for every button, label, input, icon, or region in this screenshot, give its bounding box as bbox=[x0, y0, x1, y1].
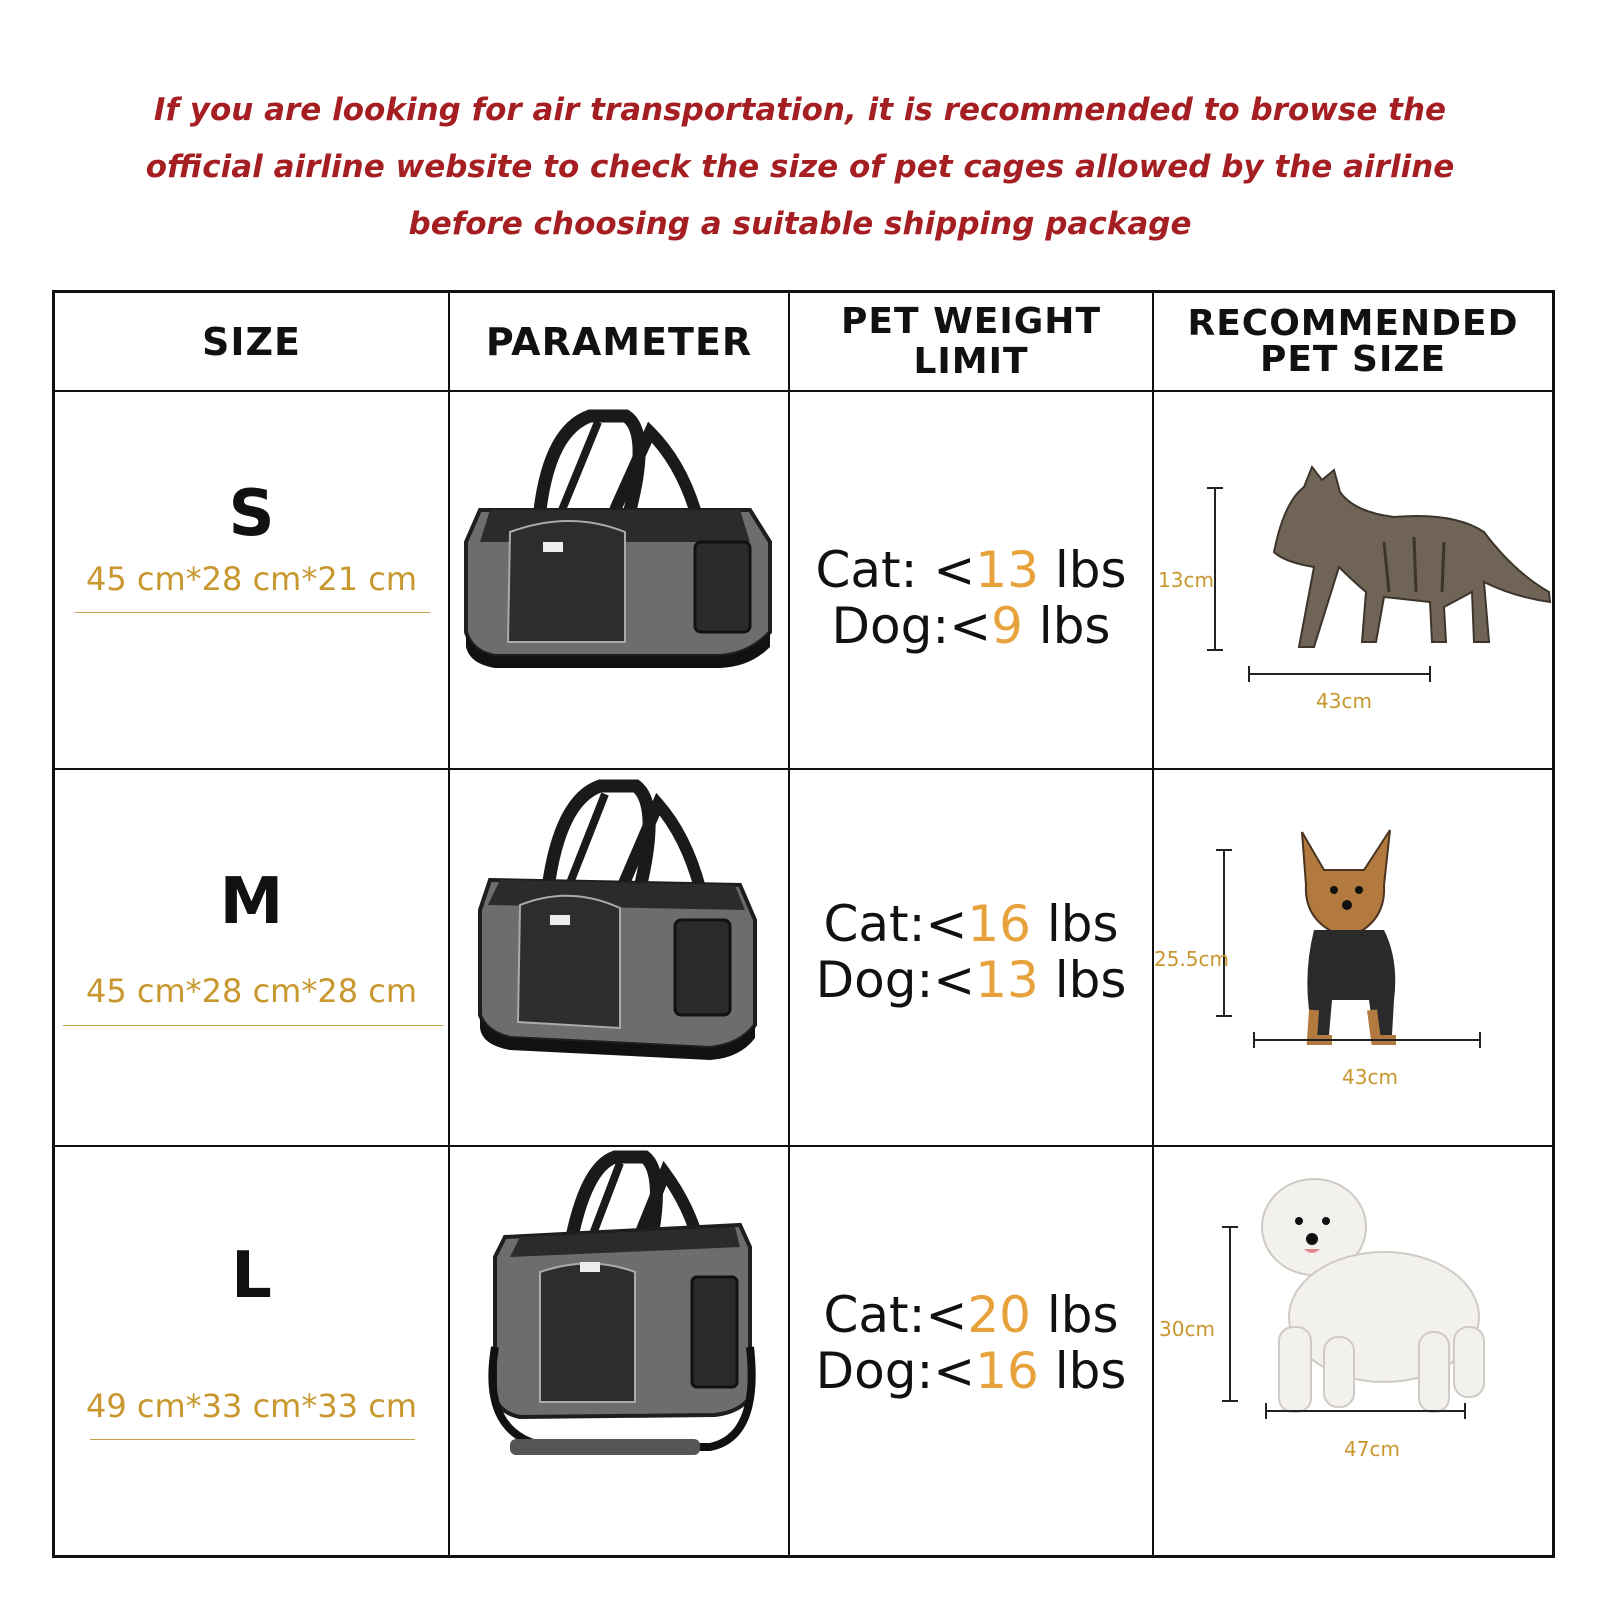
dog-weight-unit: lbs bbox=[1038, 1342, 1127, 1400]
dog-weight-limit bbox=[790, 1343, 1152, 1399]
dog-weight-value: 13 bbox=[975, 951, 1039, 1009]
weight-limit-cell bbox=[790, 1147, 1152, 1555]
dog-label: Dog:< bbox=[815, 1342, 976, 1400]
pet-length-label: 47cm bbox=[1344, 1437, 1400, 1461]
pet-size-cell bbox=[1154, 770, 1552, 1145]
size-cell-s bbox=[55, 392, 448, 768]
cat-weight-limit bbox=[790, 1287, 1152, 1343]
dimensions-underline bbox=[90, 1439, 415, 1440]
header-size: SIZE bbox=[201, 319, 302, 364]
dimensions-text: 45 cm*28 cm*28 cm bbox=[86, 972, 417, 1010]
size-letter: L bbox=[231, 1239, 272, 1313]
pet-carrier-bag-image bbox=[450, 1147, 788, 1555]
header-parameter: PARAMETER bbox=[485, 319, 753, 364]
pet-height-label: 13cm bbox=[1158, 568, 1214, 592]
weight-limits bbox=[790, 896, 1152, 1008]
header-recommended-line2: PET SIZE bbox=[1259, 338, 1447, 380]
pet-carrier-bag-image bbox=[450, 392, 788, 768]
pet-size-cell bbox=[1154, 1147, 1552, 1555]
pet-height-label: 30cm bbox=[1159, 1317, 1215, 1341]
header-recommended-line1: RECOMMENDED bbox=[1187, 302, 1519, 344]
cat-weight-unit: lbs bbox=[1030, 1286, 1119, 1344]
airline-notice: If you are looking for air transportation, it is recommended to browse the official airline website to check the size of pet cages allowed by the airline before choosing a suitable shipping package bbox=[145, 92, 1455, 242]
dimensions-underline bbox=[63, 1025, 443, 1026]
dimensions-text: 49 cm*33 cm*33 cm bbox=[86, 1387, 417, 1425]
cat-weight-unit: lbs bbox=[1030, 895, 1119, 953]
cat-label: Cat: < bbox=[815, 541, 976, 599]
header-weight-limit: PET WEIGHT LIMIT bbox=[841, 300, 1101, 382]
dog-label: Dog:< bbox=[831, 597, 992, 655]
weight-limit-cell bbox=[790, 392, 1152, 768]
pet-length-label: 43cm bbox=[1316, 689, 1372, 713]
dog-weight-unit: lbs bbox=[1038, 951, 1127, 1009]
cat-weight-unit: lbs bbox=[1038, 541, 1127, 599]
dog-weight-limit bbox=[790, 952, 1152, 1008]
dog-weight-limit bbox=[790, 598, 1152, 654]
dimensions-text: 45 cm*28 cm*21 cm bbox=[86, 560, 417, 598]
dog-label: Dog:< bbox=[815, 951, 976, 1009]
carrier-image-cell bbox=[450, 770, 788, 1145]
dimensions-underline bbox=[75, 612, 430, 613]
cat-weight-limit bbox=[790, 542, 1152, 598]
cat-weight-value: 20 bbox=[967, 1286, 1031, 1344]
cat-label: Cat:< bbox=[823, 1286, 968, 1344]
dog-weight-value: 9 bbox=[991, 597, 1023, 655]
size-cell-l bbox=[55, 1147, 448, 1555]
cat-weight-value: 16 bbox=[967, 895, 1031, 953]
size-cell-m bbox=[55, 770, 448, 1145]
weight-limits bbox=[790, 542, 1152, 654]
carrier-image-cell bbox=[450, 1147, 788, 1555]
cat-weight-value: 13 bbox=[975, 541, 1039, 599]
size-letter: M bbox=[219, 865, 284, 939]
weight-limit-cell bbox=[790, 770, 1152, 1145]
cat-label: Cat:< bbox=[823, 895, 968, 953]
length-measure-line bbox=[1154, 1147, 1552, 1555]
header-recommended-pet-size bbox=[1154, 293, 1552, 390]
size-chart-table bbox=[52, 290, 1555, 1558]
pet-carrier-bag-image bbox=[450, 770, 788, 1145]
pet-length-label: 43cm bbox=[1342, 1065, 1398, 1089]
size-letter: S bbox=[228, 477, 275, 551]
pet-size-cell bbox=[1154, 392, 1552, 768]
weight-limits bbox=[790, 1287, 1152, 1399]
carrier-image-cell bbox=[450, 392, 788, 768]
pet-height-label: 25.5cm bbox=[1154, 947, 1230, 971]
cat-weight-limit bbox=[790, 896, 1152, 952]
dog-weight-value: 16 bbox=[975, 1342, 1039, 1400]
dog-weight-unit: lbs bbox=[1022, 597, 1111, 655]
